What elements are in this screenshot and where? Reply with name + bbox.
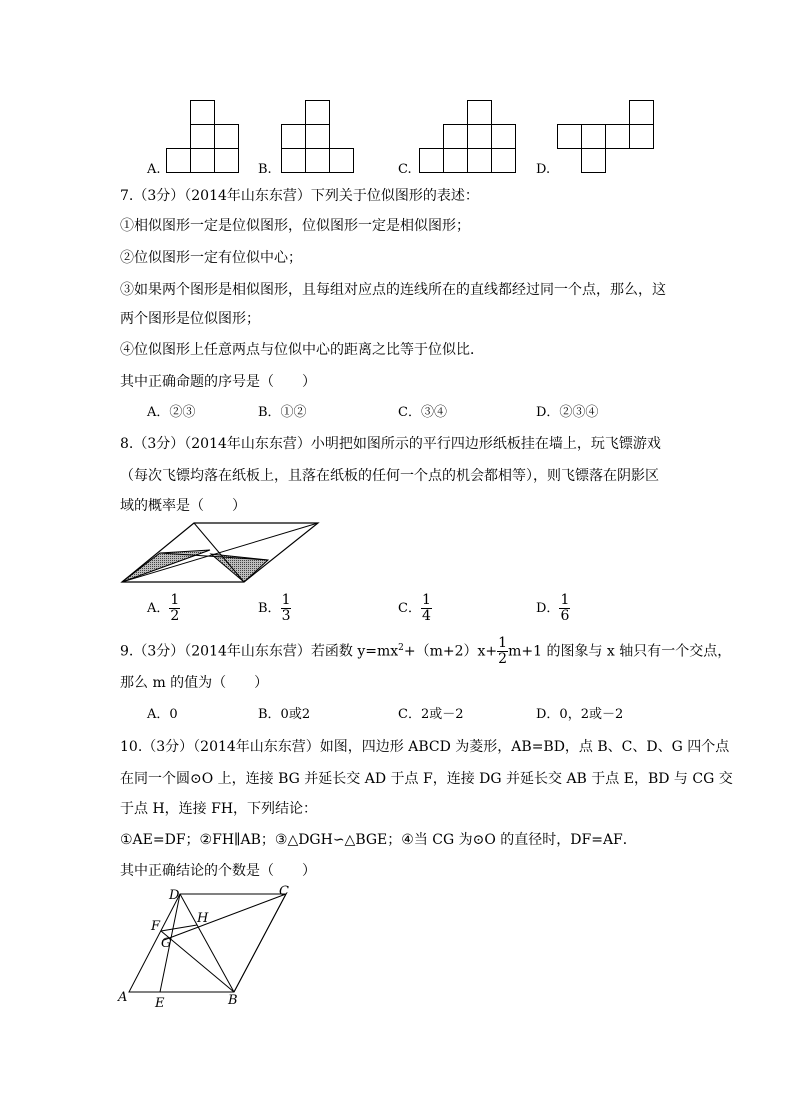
q8-parallelogram-figure (118, 520, 328, 590)
q9-option-a: A．0 (147, 707, 178, 722)
q6-option-d-letter: D. (536, 162, 551, 177)
q8-option-d: D． $\frac{1}{6}$ (536, 592, 570, 624)
q6-option-c-letter: C. (398, 162, 412, 177)
q8-option-d-fraction: $\frac{1}{6}$ (560, 592, 570, 624)
q6-figure-b (281, 100, 361, 180)
q8-option-a: A． $\frac{1}{2}$ (147, 592, 180, 624)
q6-option-a-letter: A. (147, 162, 161, 177)
q7-statement-1: ①相似图形一定是位似图形，位似图形一定是相似图形； (120, 218, 470, 234)
q10-label-c: C (279, 884, 289, 899)
q7-stem: 7.（3分）（2014年山东东营）下列关于位似图形的表述： (120, 188, 479, 204)
q7-option-c: C．③④ (398, 405, 447, 420)
q7-question: 其中正确命题的序号是（ ） (120, 374, 316, 390)
q10-label-b: B (228, 993, 238, 1008)
q7-statement-3a: ③如果两个图形是相似图形，且每组对应点的连线所在的直线都经过同一个点，那么，这 (120, 282, 666, 298)
q7-option-a: A．②③ (147, 405, 196, 420)
q6-figure-c (419, 100, 529, 180)
q6-figure-a (166, 100, 246, 180)
q10-label-h: H (197, 911, 209, 926)
q9-option-b: B．0或2 (258, 707, 311, 722)
q8-option-a-fraction: $\frac{1}{2}$ (170, 592, 180, 624)
q10-question: 其中正确结论的个数是（ ） (120, 863, 316, 879)
q8-line-2: （每次飞镖均落在纸板上，且落在纸板的任何一个点的机会都相等），则飞镖落在阴影区 (120, 468, 659, 484)
q8-shaded-region-left (122, 550, 210, 582)
q10-rhombus-figure (118, 886, 308, 1016)
q8-option-c: C． $\frac{1}{4}$ (398, 592, 431, 624)
q8-option-b: B． $\frac{1}{3}$ (258, 592, 291, 624)
q8-option-b-fraction: $\frac{1}{3}$ (281, 592, 291, 624)
q8-line-3: 域的概率是（ ） (120, 498, 246, 514)
q10-line-2: 在同一个圆⊙O 上，连接 BG 并延长交 AD 于点 F，连接 DG 并延长交 AB 于点 E，BD 与 CG 交 (120, 771, 733, 787)
q7-statement-2: ②位似图形一定有位似中心； (120, 250, 302, 266)
q10-line-1: 10.（3分）（2014年山东东营）如图，四边形 ABCD 为菱形，AB=BD，点 B、C、D、G 四个点 (120, 739, 730, 755)
q10-label-f: F (151, 919, 161, 934)
q8-option-c-fraction: $\frac{1}{4}$ (421, 592, 431, 624)
q9-fraction: $\frac{1}{2}$ (498, 635, 508, 667)
q10-label-e: E (155, 996, 165, 1011)
q8-line-1: 8.（3分）（2014年山东东营）小明把如图所示的平行四边形纸板挂在墙上，玩飞镖游戏 (120, 436, 661, 452)
q9-option-d: D．0，2或－2 (536, 707, 624, 722)
q10-label-g: G (161, 936, 172, 951)
q10-line-4: ①AE=DF；②FH∥AB；③△DGH∽△BGE；④当 CG 为⊙O 的直径时，DF=AF． (120, 832, 637, 848)
q6-option-b-letter: B. (258, 162, 272, 177)
q10-label-d: D (169, 888, 180, 903)
q7-option-b: B．①② (258, 405, 307, 420)
q9-line-2: 那么 m 的值为（ ） (120, 675, 269, 691)
q9-option-c: C．2或－2 (398, 707, 464, 722)
q7-statement-4: ④位似图形上任意两点与位似中心的距离之比等于位似比． (120, 342, 484, 358)
q7-option-d: D．②③④ (536, 405, 599, 420)
q6-figure-d (557, 100, 667, 180)
q9-line-1: 9.（3分）（2014年山东东营）若函数 $y=mx^2+(m+2)x+$ $\frac{1}{2}$ m+1 的图象与 x 轴只有一个交点， (120, 635, 732, 667)
q10-label-a: A (118, 990, 128, 1005)
q10-line-3: 于点 H，连接 FH，下列结论： (120, 801, 318, 817)
q7-statement-3b: 两个图形是位似图形； (120, 311, 260, 327)
